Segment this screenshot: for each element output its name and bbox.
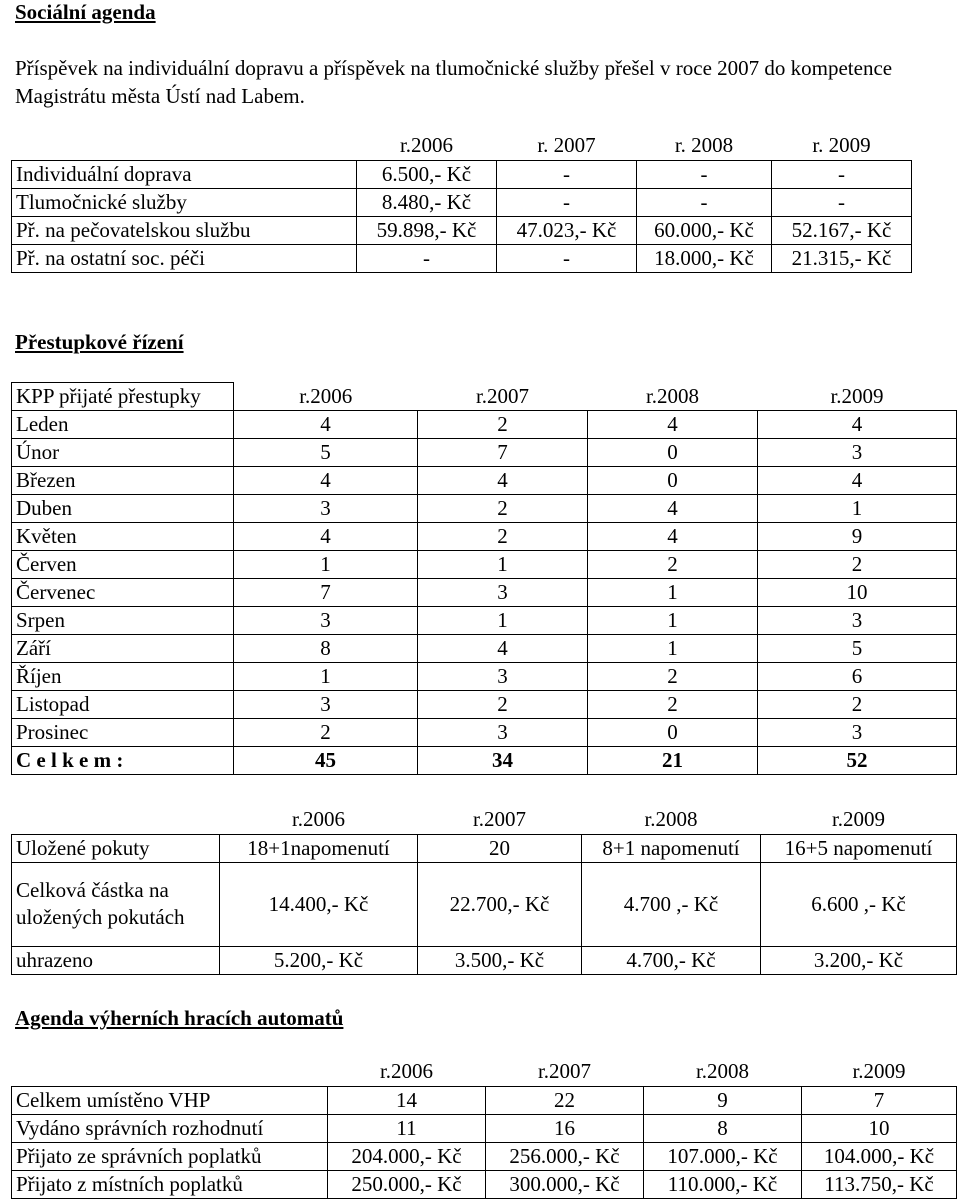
cell-value: 3.200,- Kč — [761, 946, 957, 974]
table-row — [12, 635, 957, 663]
row-label: Září — [12, 635, 234, 663]
cell-value: 21.315,- Kč — [772, 244, 912, 272]
gaming-machines-table — [11, 1058, 957, 1199]
intro-paragraph: Příspěvek na individuální dopravu a příspěvek na tlumočnické služby přešel v roce 2007 do kompetence Magistrátu města Ústí nad Labem. — [15, 56, 893, 108]
cell-value: 3 — [418, 663, 588, 691]
year-header: r.2007 — [472, 807, 527, 832]
cell-value: 18.000,- Kč — [637, 244, 772, 272]
cell-value: 11 — [328, 1114, 486, 1142]
cell-value: 3 — [234, 495, 418, 523]
year-header: r. 2007 — [537, 133, 596, 158]
section-heading-gaming-machines: Agenda výherních hracích automatů — [15, 1006, 344, 1030]
cell-value: 59.898,- Kč — [357, 216, 497, 244]
year-header: r.2008 — [645, 383, 700, 408]
cell-value: 2 — [758, 551, 957, 579]
cell-value: 3 — [418, 719, 588, 747]
cell-value: 4 — [588, 523, 758, 551]
cell-value: 3 — [234, 691, 418, 719]
year-header: r.2009 — [831, 807, 886, 832]
year-header: r.2007 — [475, 383, 530, 408]
cell-value: 0 — [588, 439, 758, 467]
cell-value: 7 — [802, 1086, 957, 1114]
cell-value: 4 — [588, 411, 758, 439]
table-row — [12, 1086, 957, 1114]
row-label: Březen — [12, 467, 234, 495]
table-row — [12, 663, 957, 691]
cell-value: 14 — [328, 1086, 486, 1114]
table-row — [12, 1114, 957, 1142]
row-label: Individuální doprava — [12, 160, 357, 188]
year-header: r. 2009 — [812, 133, 871, 158]
fines-table — [11, 806, 957, 975]
year-header: r.2009 — [852, 1059, 906, 1084]
row-label: Př. na ostatní soc. péči — [12, 244, 357, 272]
table-row — [12, 216, 912, 244]
cell-value: 1 — [588, 607, 758, 635]
cell-value: 3 — [758, 439, 957, 467]
cell-value: 104.000,- Kč — [802, 1142, 957, 1170]
row-label: Přijato z místních poplatků — [12, 1170, 328, 1198]
table-row — [12, 411, 957, 439]
total-row — [12, 747, 957, 775]
cell-value: 110.000,- Kč — [644, 1170, 802, 1198]
cell-value: 0 — [588, 467, 758, 495]
cell-value: 52 — [758, 747, 957, 775]
row-label: Tlumočnické služby — [12, 188, 357, 216]
table-row — [12, 495, 957, 523]
table-row — [12, 551, 957, 579]
table-row — [12, 607, 957, 635]
section-heading-offences: Přestupkové řízení — [15, 330, 184, 354]
cell-value: 2 — [418, 495, 588, 523]
cell-value: 4 — [758, 411, 957, 439]
table-header-row — [12, 383, 957, 411]
social-benefits-table — [11, 132, 912, 273]
table-row — [12, 946, 957, 974]
cell-value: 3 — [418, 579, 588, 607]
cell-value: 1 — [588, 635, 758, 663]
cell-value: 3 — [758, 719, 957, 747]
cell-value: 5.200,- Kč — [220, 946, 418, 974]
row-label: Srpen — [12, 607, 234, 635]
cell-value: 9 — [644, 1086, 802, 1114]
table-row — [12, 439, 957, 467]
cell-value: 2 — [418, 523, 588, 551]
table-row — [12, 579, 957, 607]
corner-label: KPP přijaté přestupky — [12, 383, 234, 411]
table-row — [12, 188, 912, 216]
table-row — [12, 244, 912, 272]
cell-value: 2 — [234, 719, 418, 747]
cell-value: 16+5 napomenutí — [761, 834, 957, 862]
year-header: r.2008 — [644, 807, 698, 832]
cell-value: 3 — [234, 607, 418, 635]
cell-value: 4 — [418, 635, 588, 663]
cell-value: 7 — [418, 439, 588, 467]
year-header: r.2009 — [830, 383, 884, 408]
cell-value: 10 — [758, 579, 957, 607]
row-label: Celkem umístěno VHP — [12, 1086, 328, 1114]
table-row — [12, 691, 957, 719]
table-row — [12, 834, 957, 862]
cell-value: 2 — [418, 691, 588, 719]
cell-value: 1 — [588, 579, 758, 607]
cell-value: - — [772, 160, 912, 188]
year-header: r.2006 — [399, 133, 454, 158]
cell-value: - — [772, 188, 912, 216]
table-row — [12, 1170, 957, 1198]
cell-value: 16 — [486, 1114, 644, 1142]
cell-value: - — [497, 160, 637, 188]
row-label: Květen — [12, 523, 234, 551]
cell-value: 2 — [418, 411, 588, 439]
year-header: r.2007 — [537, 1059, 592, 1084]
cell-value: 0 — [588, 719, 758, 747]
cell-value: 107.000,- Kč — [644, 1142, 802, 1170]
cell-value: 22.700,- Kč — [418, 862, 582, 946]
cell-value: 4 — [588, 495, 758, 523]
table-row — [12, 1142, 957, 1170]
cell-value: 6.600 ,- Kč — [761, 862, 957, 946]
cell-value: 8.480,- Kč — [357, 188, 497, 216]
row-label: Prosinec — [12, 719, 234, 747]
cell-value: 8+1 napomenutí — [582, 834, 761, 862]
row-label: Říjen — [12, 663, 234, 691]
cell-value: 34 — [418, 747, 588, 775]
cell-value: 22 — [486, 1086, 644, 1114]
row-label: Leden — [12, 411, 234, 439]
cell-value: 5 — [234, 439, 418, 467]
table-row — [12, 862, 957, 946]
year-header: r.2008 — [695, 1059, 750, 1084]
cell-value: 4 — [418, 467, 588, 495]
cell-value: 300.000,- Kč — [486, 1170, 644, 1198]
cell-value: 8 — [644, 1114, 802, 1142]
cell-value: 2 — [588, 691, 758, 719]
cell-value: - — [497, 188, 637, 216]
cell-value: 1 — [234, 663, 418, 691]
cell-value: 10 — [802, 1114, 957, 1142]
cell-value: 2 — [588, 663, 758, 691]
cell-value: 9 — [758, 523, 957, 551]
table-row — [12, 719, 957, 747]
cell-value: 45 — [234, 747, 418, 775]
cell-value: 2 — [758, 691, 957, 719]
cell-value: 20 — [418, 834, 582, 862]
year-header: r.2006 — [379, 1059, 434, 1084]
row-label: uhrazeno — [12, 946, 220, 974]
cell-value: - — [637, 160, 772, 188]
cell-value: 113.750,- Kč — [802, 1170, 957, 1198]
row-label: Červen — [12, 551, 234, 579]
year-header: r.2006 — [291, 807, 346, 832]
cell-value: 3.500,- Kč — [418, 946, 582, 974]
year-header: r.2006 — [299, 383, 353, 408]
cell-value: 60.000,- Kč — [637, 216, 772, 244]
cell-value: - — [357, 244, 497, 272]
cell-value: 21 — [588, 747, 758, 775]
cell-value: 4 — [234, 523, 418, 551]
row-label: Uložené pokuty — [12, 834, 220, 862]
cell-value: 4 — [234, 411, 418, 439]
section-heading-social-agenda: Sociální agenda — [15, 0, 156, 24]
table-row — [12, 467, 957, 495]
row-label: Únor — [12, 439, 234, 467]
cell-value: 3 — [758, 607, 957, 635]
row-label: Př. na pečovatelskou službu — [12, 216, 357, 244]
cell-value: 4 — [234, 467, 418, 495]
table-header-row — [12, 1058, 957, 1086]
row-label: Přijato ze správních poplatků — [12, 1142, 328, 1170]
cell-value: 14.400,- Kč — [220, 862, 418, 946]
cell-value: 1 — [234, 551, 418, 579]
cell-value: 256.000,- Kč — [486, 1142, 644, 1170]
cell-value: 6.500,- Kč — [357, 160, 497, 188]
row-label: Červenec — [12, 579, 234, 607]
row-label: Duben — [12, 495, 234, 523]
cell-value: 52.167,- Kč — [772, 216, 912, 244]
cell-value: 18+1napomenutí — [220, 834, 418, 862]
cell-value: 4.700,- Kč — [582, 946, 761, 974]
table-row — [12, 160, 912, 188]
cell-value: 8 — [234, 635, 418, 663]
cell-value: 204.000,- Kč — [328, 1142, 486, 1170]
cell-value: 1 — [758, 495, 957, 523]
cell-value: 1 — [418, 607, 588, 635]
cell-value: - — [637, 188, 772, 216]
row-label: Vydáno správních rozhodnutí — [12, 1114, 328, 1142]
cell-value: 4.700 ,- Kč — [582, 862, 761, 946]
cell-value: 2 — [588, 551, 758, 579]
cell-value: 6 — [758, 663, 957, 691]
row-label: Celková částka na uložených pokutách — [12, 862, 220, 946]
cell-value: 47.023,- Kč — [497, 216, 637, 244]
cell-value: - — [497, 244, 637, 272]
cell-value: 7 — [234, 579, 418, 607]
row-label: Listopad — [12, 691, 234, 719]
year-header: r. 2008 — [674, 133, 734, 158]
cell-value: 4 — [758, 467, 957, 495]
row-label: C e l k e m : — [12, 747, 234, 775]
cell-value: 5 — [758, 635, 957, 663]
table-row — [12, 523, 957, 551]
cell-value: 250.000,- Kč — [328, 1170, 486, 1198]
cell-value: 1 — [418, 551, 588, 579]
table-header-row — [12, 132, 912, 160]
offences-table — [11, 382, 957, 775]
table-header-row — [12, 806, 957, 834]
